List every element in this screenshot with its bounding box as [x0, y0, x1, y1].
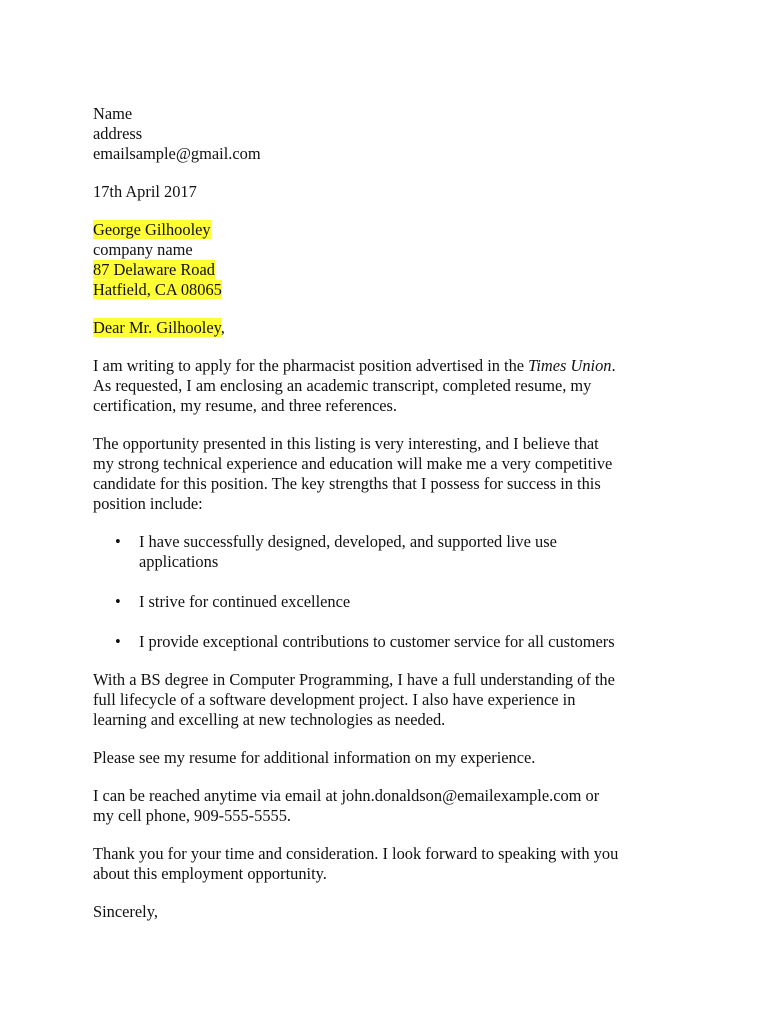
paragraph-education	[93, 670, 683, 730]
closing	[93, 902, 683, 922]
intro-line-3: certification, my resume, and three references.	[93, 396, 397, 415]
paragraph-thanks	[93, 844, 683, 884]
paragraph-contact	[93, 786, 683, 826]
list-item-text: I strive for continued excellence	[139, 592, 351, 611]
contact-line: I can be reached anytime via email at john.donaldson@emailexample.com or	[93, 786, 600, 805]
paragraph-intro	[93, 356, 683, 416]
paragraph-resume	[93, 748, 683, 768]
salutation-punct: ,	[220, 318, 225, 337]
education-line: With a BS degree in Computer Programming, I have a full understanding of the	[93, 670, 615, 689]
list-item	[93, 592, 683, 612]
list-item-text: applications	[139, 552, 219, 571]
education-line: full lifecycle of a software development project. I also have experience in	[93, 690, 576, 709]
salutation-text: Dear Mr. Gilhooley	[93, 318, 221, 337]
publication-name: Times Union	[528, 356, 612, 375]
letter-body	[93, 104, 683, 940]
closing-text: Sincerely,	[93, 902, 158, 921]
intro-lead: I am writing to apply for the pharmacist position advertised in the	[93, 356, 529, 375]
intro-line-2: As requested, I am enclosing an academic transcript, completed resume, my	[93, 376, 592, 395]
bullet-icon: •	[115, 532, 121, 551]
list-item	[93, 632, 683, 652]
recipient-street: 87 Delaware Road	[93, 260, 215, 279]
opportunity-line: The opportunity presented in this listing is very interesting, and I believe that	[93, 434, 599, 453]
sender-email: emailsample@gmail.com	[93, 144, 261, 163]
sender-block	[93, 104, 683, 164]
opportunity-line: my strong technical experience and education will make me a very competitive	[93, 454, 613, 473]
recipient-city: Hatfield, CA 08065	[93, 280, 222, 299]
date-text: 17th April 2017	[93, 182, 197, 201]
salutation	[93, 318, 683, 338]
list-item	[93, 532, 683, 572]
thanks-line: Thank you for your time and consideration. I look forward to speaking with you	[93, 844, 619, 863]
resume-line: Please see my resume for additional information on my experience.	[93, 748, 536, 767]
thanks-line: about this employment opportunity.	[93, 864, 327, 883]
recipient-name: George Gilhooley	[93, 220, 211, 239]
letter-date	[93, 182, 683, 202]
sender-name: Name	[93, 104, 133, 123]
paragraph-opportunity	[93, 434, 683, 514]
list-item-text: I have successfully designed, developed, and supported live use	[139, 532, 557, 551]
opportunity-line: candidate for this position. The key strengths that I possess for success in this	[93, 474, 601, 493]
strengths-list	[93, 532, 683, 652]
list-item-text: I provide exceptional contributions to customer service for all customers	[139, 632, 615, 651]
recipient-block	[93, 220, 683, 300]
bullet-icon: •	[115, 592, 121, 611]
contact-line: my cell phone, 909-555-5555.	[93, 806, 292, 825]
intro-after: .	[611, 356, 616, 375]
recipient-company: company name	[93, 240, 193, 259]
education-line: learning and excelling at new technologies as needed.	[93, 710, 446, 729]
opportunity-line: position include:	[93, 494, 203, 513]
sender-address: address	[93, 124, 143, 143]
bullet-icon: •	[115, 632, 121, 651]
